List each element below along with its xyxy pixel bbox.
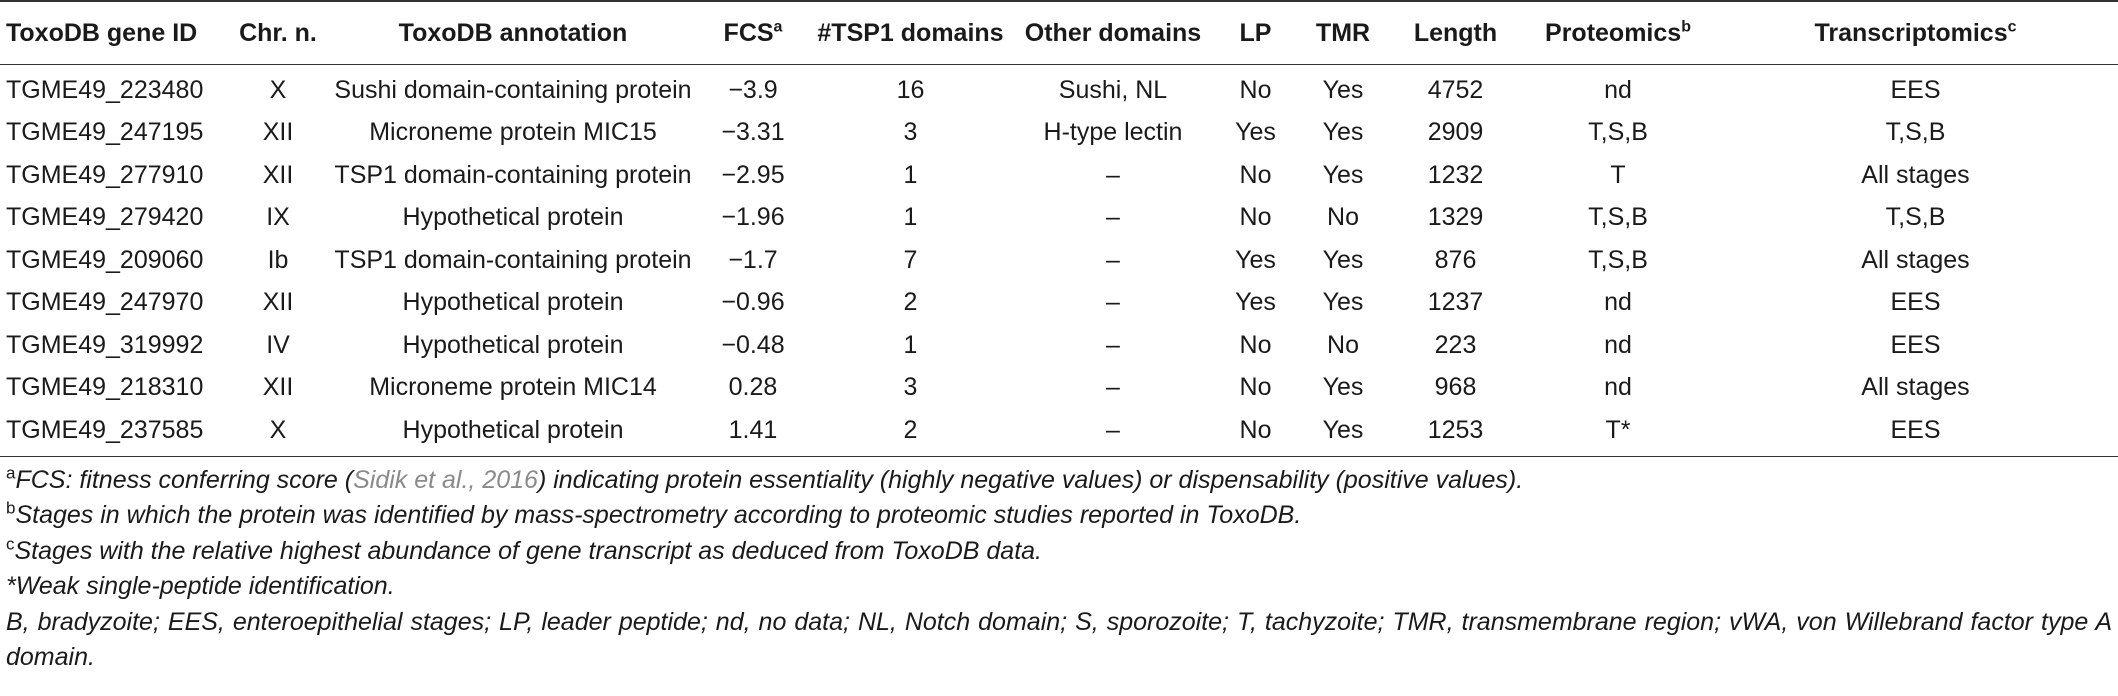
footnote-a (6, 463, 2112, 499)
cell-annotation: Hypothetical protein (402, 203, 624, 232)
header-length (1388, 1, 1523, 65)
footnote-mark: b (6, 498, 16, 518)
footnote-text: ) indicating protein essentiality (highly negative values) or dispensability (positive values). (537, 465, 1524, 494)
cell-other-domains: Sushi, NL (1058, 75, 1168, 104)
header-annotation (328, 1, 698, 65)
table-body (0, 65, 2118, 457)
cell-tmr: Yes (1322, 160, 1364, 189)
cell-transcriptomics: All stages (1861, 373, 1970, 402)
cell-chromosome: IV (266, 330, 290, 359)
cell-tmr: Yes (1322, 75, 1364, 104)
cell-annotation: Microneme protein MIC14 (369, 373, 657, 402)
cell-fcs: −2.95 (721, 160, 785, 189)
table-row (0, 112, 2118, 155)
header-row (0, 1, 2118, 65)
cell-proteomics: nd (1604, 373, 1632, 402)
cell-proteomics: nd (1604, 330, 1632, 359)
cell-fcs: 1.41 (728, 415, 778, 444)
cell-gene-id: TGME49_237585 (6, 415, 204, 444)
footnote-star: *Weak single-peptide identification. (6, 572, 395, 600)
cell-transcriptomics: All stages (1861, 160, 1970, 189)
cell-other-domains: – (1106, 245, 1120, 274)
cell-tmr: No (1327, 330, 1359, 359)
cell-tsp1-domains: 7 (903, 245, 918, 274)
cell-tmr: No (1327, 203, 1359, 232)
cell-tmr: Yes (1322, 288, 1364, 317)
cell-proteomics: T* (1605, 415, 1631, 444)
cell-chromosome: X (269, 75, 287, 104)
cell-lp: No (1239, 330, 1272, 359)
header-label: ToxoDB annotation (398, 18, 628, 47)
cell-transcriptomics: EES (1890, 288, 1941, 317)
cell-transcriptomics: EES (1890, 75, 1941, 104)
cell-length: 1232 (1427, 160, 1484, 189)
cell-tmr: Yes (1322, 118, 1364, 147)
cell-annotation: Hypothetical protein (402, 288, 624, 317)
cell-chromosome: XII (262, 373, 294, 402)
cell-chromosome: XII (262, 160, 294, 189)
footnote-mark: c (6, 534, 15, 554)
cell-lp: No (1239, 75, 1272, 104)
cell-transcriptomics: EES (1890, 415, 1941, 444)
cell-tsp1-domains: 2 (903, 415, 918, 444)
cell-chromosome: IX (266, 203, 290, 232)
header-label: Length (1413, 18, 1498, 47)
cell-other-domains: – (1106, 330, 1120, 359)
cell-fcs: −3.31 (721, 118, 785, 147)
cell-chromosome: XII (262, 118, 294, 147)
cell-tsp1-domains: 1 (903, 203, 918, 232)
cell-gene-id: TGME49_218310 (6, 373, 204, 402)
header-other-domains (1013, 1, 1213, 65)
cell-tsp1-domains: 2 (903, 288, 918, 317)
cell-annotation: Microneme protein MIC15 (369, 118, 657, 147)
header-fcs (698, 1, 808, 65)
header-label: Transcriptomics (1814, 18, 2008, 47)
cell-proteomics: T (1610, 160, 1626, 189)
cell-tsp1-domains: 16 (896, 75, 925, 104)
cell-annotation: Hypothetical protein (402, 330, 624, 359)
cell-gene-id: TGME49_247195 (6, 118, 204, 147)
table-row (0, 197, 2118, 240)
cell-other-domains: – (1106, 373, 1120, 402)
cell-proteomics: nd (1604, 75, 1632, 104)
cell-chromosome: X (269, 415, 287, 444)
cell-fcs: −1.7 (728, 245, 778, 274)
header-transcriptomics (1713, 1, 2118, 65)
header-label: ToxoDB gene ID (6, 18, 198, 47)
header-footnote-mark: a (773, 18, 783, 36)
footnote-c (6, 534, 2112, 570)
footnote-b (6, 498, 2112, 534)
cell-fcs: 0.28 (728, 373, 778, 402)
cell-annotation: Sushi domain-containing protein (334, 75, 692, 104)
cell-tmr: Yes (1322, 415, 1364, 444)
header-tsp1-domains (808, 1, 1013, 65)
cell-tsp1-domains: 1 (903, 330, 918, 359)
cell-lp: No (1239, 373, 1272, 402)
header-chromosome (228, 1, 328, 65)
cell-fcs: −1.96 (721, 203, 785, 232)
cell-lp: No (1239, 415, 1272, 444)
cell-other-domains: – (1106, 288, 1120, 317)
cell-gene-id: TGME49_209060 (6, 245, 204, 274)
cell-length: 968 (1434, 373, 1477, 402)
table-row (0, 409, 2118, 456)
cell-lp: Yes (1235, 288, 1276, 317)
cell-chromosome: XII (262, 288, 294, 317)
table-row (0, 282, 2118, 325)
footnote-abbreviations: B, bradyzoite; EES, enteroepithelial stages; LP, leader peptide; nd, no data; NL, Notch domain; S, sporozoite; T, tachyzoite; TMR, transmembrane region; vWA, von Willebrand factor type A domain. (6, 607, 2112, 671)
cell-length: 1329 (1427, 203, 1484, 232)
cell-lp: No (1239, 203, 1272, 232)
cell-tmr: Yes (1322, 245, 1364, 274)
cell-transcriptomics: All stages (1861, 245, 1970, 274)
cell-length: 223 (1434, 330, 1477, 359)
cell-gene-id: TGME49_223480 (6, 75, 204, 104)
cell-proteomics: nd (1604, 288, 1632, 317)
cell-chromosome: Ib (267, 245, 289, 274)
cell-gene-id: TGME49_277910 (6, 160, 204, 189)
header-footnote-mark: b (1681, 18, 1691, 36)
cell-fcs: −0.48 (721, 330, 785, 359)
cell-tsp1-domains: 3 (903, 118, 918, 147)
table-row (0, 154, 2118, 197)
header-label: LP (1239, 18, 1272, 47)
header-label: TMR (1315, 18, 1371, 47)
cell-transcriptomics: EES (1890, 330, 1941, 359)
table-row (0, 239, 2118, 282)
footnote-text: FCS: fitness conferring score ( (15, 465, 354, 494)
cell-length: 1253 (1427, 415, 1484, 444)
table-row (0, 324, 2118, 367)
cell-proteomics: T,S,B (1588, 118, 1648, 147)
cell-other-domains: H-type lectin (1043, 118, 1183, 147)
cell-other-domains: – (1106, 160, 1120, 189)
cell-tsp1-domains: 3 (903, 373, 918, 402)
citation-link[interactable]: Sidik et al., 2016 (353, 465, 538, 494)
header-label: Chr. n. (239, 18, 317, 47)
cell-lp: Yes (1235, 245, 1276, 274)
header-proteomics (1523, 1, 1713, 65)
footnotes (0, 457, 2118, 676)
cell-fcs: −3.9 (728, 75, 778, 104)
footnote-text: Stages with the relative highest abundance of gene transcript as deduced from ToxoDB data. (14, 536, 1042, 565)
cell-transcriptomics: T,S,B (1885, 203, 1946, 232)
cell-gene-id: TGME49_247970 (6, 288, 204, 317)
cell-tmr: Yes (1322, 373, 1364, 402)
header-tmr (1298, 1, 1388, 65)
header-gene-id (0, 1, 228, 65)
cell-lp: No (1239, 160, 1272, 189)
cell-tsp1-domains: 1 (903, 160, 918, 189)
cell-annotation: TSP1 domain-containing protein (334, 160, 692, 189)
cell-other-domains: – (1106, 415, 1120, 444)
footnote-mark: a (6, 463, 16, 483)
header-label: Other domains (1024, 18, 1202, 47)
cell-fcs: −0.96 (721, 288, 785, 317)
cell-gene-id: TGME49_319992 (6, 330, 204, 359)
header-label: FCS (723, 18, 774, 47)
cell-lp: Yes (1235, 118, 1276, 147)
header-footnote-mark: c (2007, 18, 2017, 36)
cell-length: 1237 (1427, 288, 1484, 317)
cell-length: 876 (1434, 245, 1477, 274)
cell-annotation: TSP1 domain-containing protein (334, 245, 692, 274)
header-lp (1213, 1, 1298, 65)
cell-length: 4752 (1427, 75, 1484, 104)
cell-proteomics: T,S,B (1588, 245, 1648, 274)
cell-transcriptomics: T,S,B (1885, 118, 1946, 147)
cell-length: 2909 (1427, 118, 1484, 147)
cell-annotation: Hypothetical protein (402, 415, 624, 444)
cell-other-domains: – (1106, 203, 1120, 232)
cell-proteomics: T,S,B (1588, 203, 1648, 232)
table-row (0, 367, 2118, 410)
footnote-text: Stages in which the protein was identified by mass-spectrometry according to proteomic studies reported in ToxoDB. (15, 501, 1302, 529)
cell-gene-id: TGME49_279420 (6, 203, 204, 232)
header-label: #TSP1 domains (817, 18, 1004, 47)
table-row (0, 65, 2118, 112)
header-label: Proteomics (1545, 18, 1682, 47)
